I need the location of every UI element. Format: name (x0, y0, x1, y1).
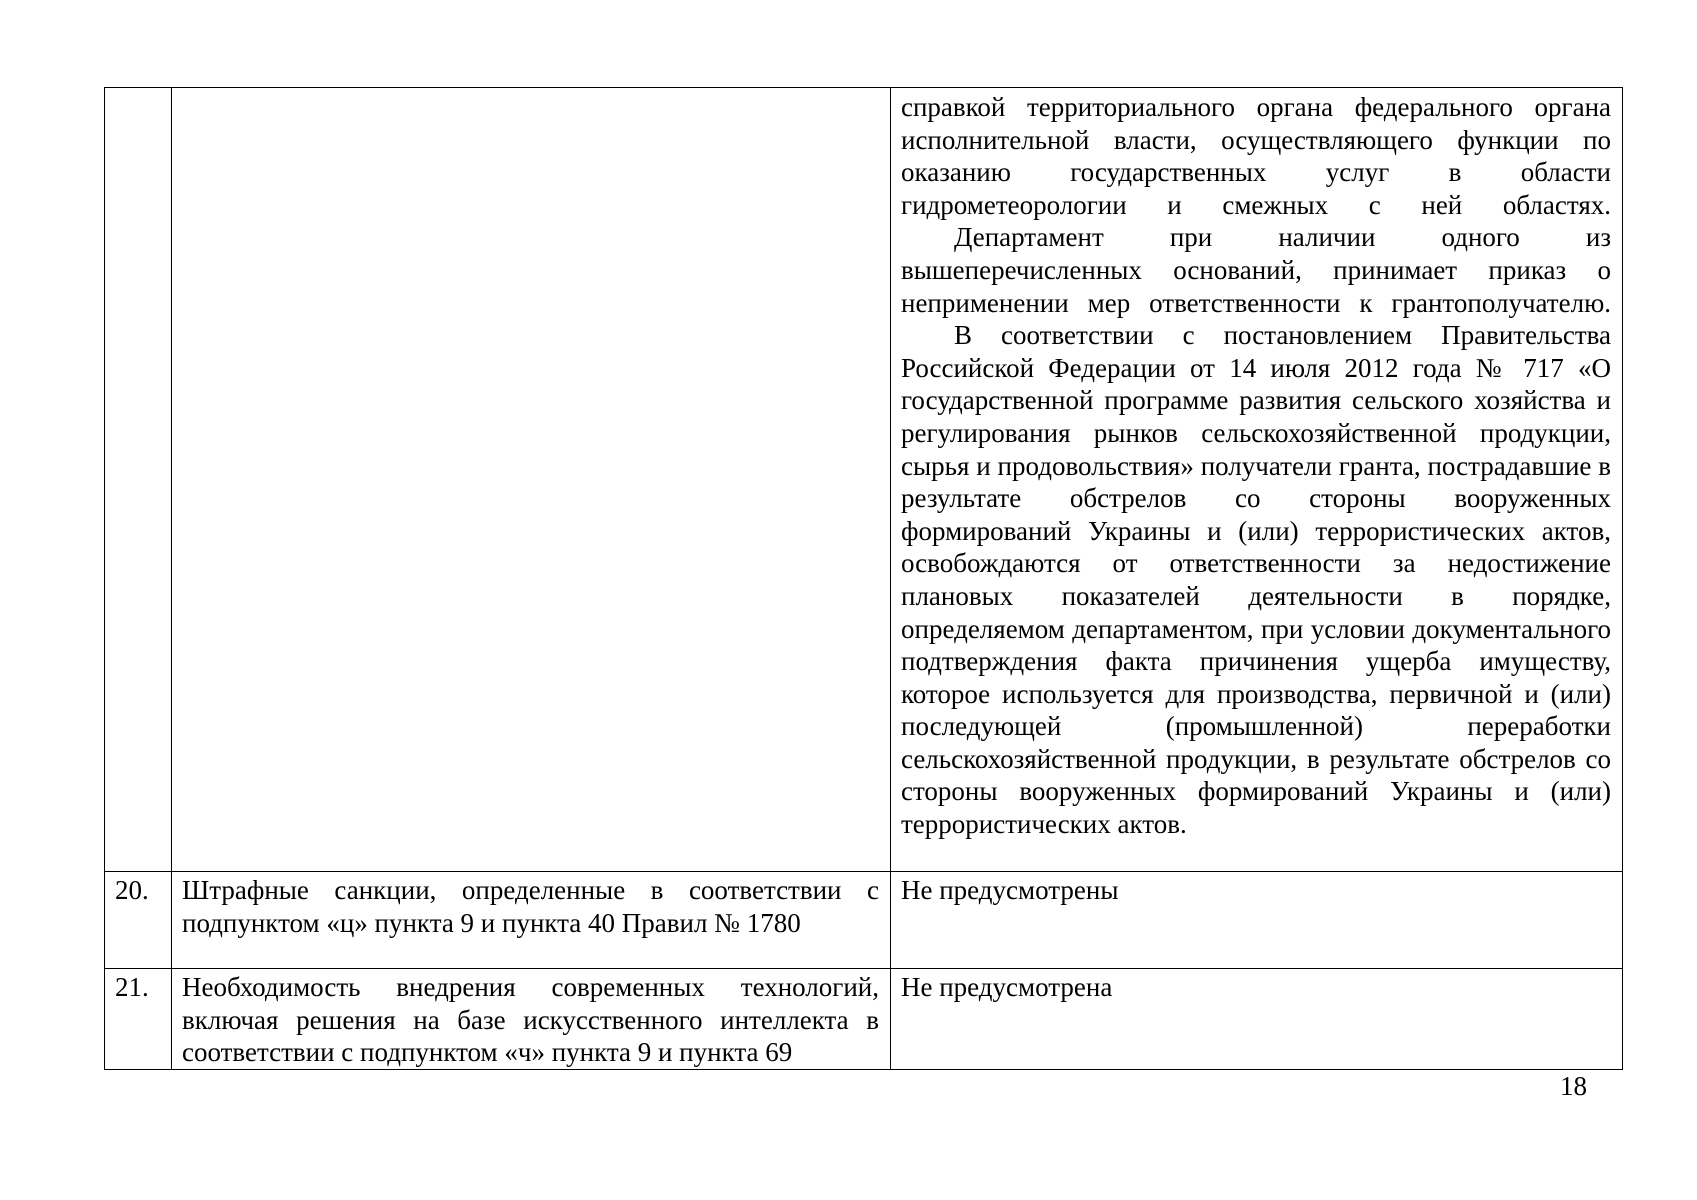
paragraph: В соответствии с постановлением Правительства Российской Федерации от 14 июля 2012 года № 717 «О государственной программе развития сельского хозяйства и регулирования рынков сельскохозяйственной продукции, сырья и продовольствия» получатели гранта, пострадавшие в результате обстрелов со стороны вооруженных формирований Украины и (или) террористических актов, освобождаются от ответственности за недостижение плановых показателей деятельности в порядке, определяемом департаментом, при условии документального подтверждения факта причинения ущерба имуществу, которое используется для производства, первичной и (или) последующей (промышленной) переработки сельскохозяйственной продукции, в результате обстрелов со стороны вооруженных формирований Украины и (или) террористических актов. (901, 320, 1611, 840)
row-name (172, 969, 891, 1070)
page-number: 18 (1560, 1071, 1587, 1101)
row-number: 20. (105, 872, 172, 969)
paragraph: справкой территориального органа федерального органа исполнительной власти, осуществляющего функции по оказанию государственных услуг в области гидрометеорологии и смежных с ней областях. (901, 92, 1611, 220)
row-name (172, 88, 891, 872)
table-row (105, 872, 1623, 969)
row-number (105, 88, 172, 872)
row-value (891, 88, 1623, 872)
row-name-text: Необходимость внедрения современных технологий, включая решения на базе искусственного интеллекта в соответствии с подпунктом «ч» пункта 9 и пункта 69 (182, 972, 879, 1067)
row-number: 21. (105, 969, 172, 1070)
table-row (105, 969, 1623, 1070)
row-value: Не предусмотрена (891, 969, 1623, 1070)
row-value: Не предусмотрены (891, 872, 1623, 969)
requirements-table (104, 87, 1623, 1070)
table-row (105, 88, 1623, 872)
row-name: Штрафные санкции, определенные в соответствии с подпунктом «ц» пункта 9 и пункта 40 Правил № 1780 (172, 872, 891, 969)
paragraph: Департамент при наличии одного из вышеперечисленных оснований, принимает приказ о неприменении мер ответственности к грантополучателю. (901, 222, 1611, 318)
